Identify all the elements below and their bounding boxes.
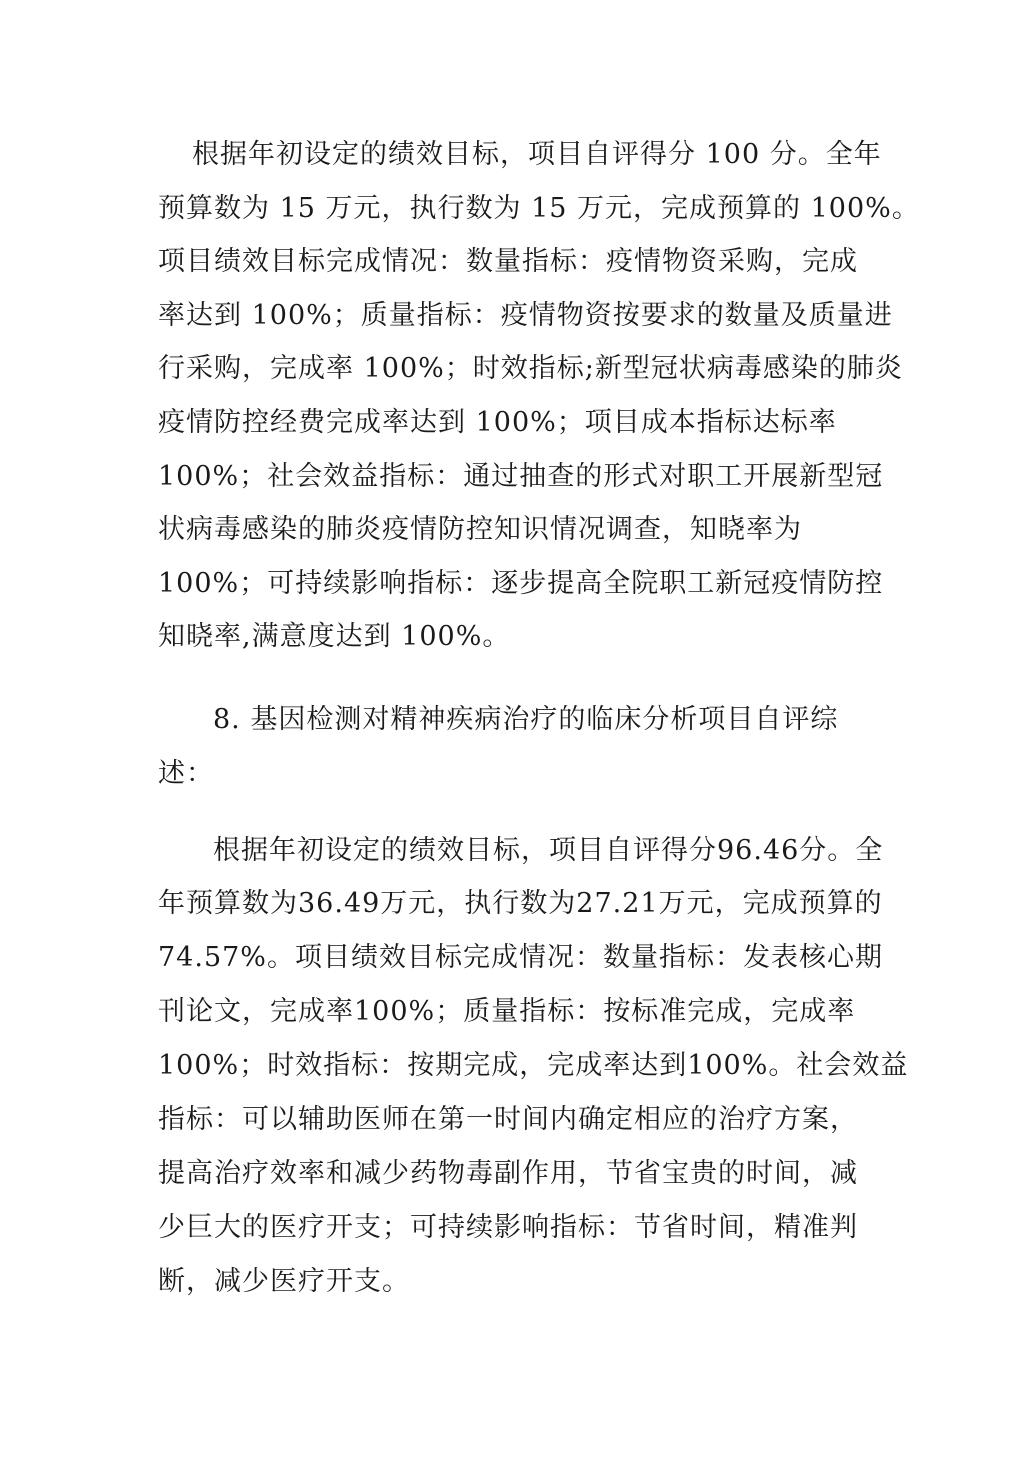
- text-line: 年预算数为36.49万元，执行数为27.21万元，完成预算的: [158, 888, 883, 919]
- text-line: 74.57%。项目绩效目标完成情况：数量指标：发表核心期: [158, 942, 883, 973]
- text-line: 断，减少医疗开支。: [158, 1266, 410, 1297]
- text-line: 疫情防控经费完成率达到 100%；项目成本指标达标率: [158, 407, 837, 438]
- text-line: 少巨大的医疗开支；可持续影响指标：节省时间，精准判: [158, 1212, 858, 1243]
- heading-line: 8. 基因检测对精神疾病治疗的临床分析项目自评综: [213, 704, 839, 735]
- text-line: 100%；社会效益指标：通过抽查的形式对职工开展新型冠: [158, 461, 884, 492]
- text-line: 率达到 100%；质量指标：疫情物资按要求的数量及质量进: [158, 300, 893, 331]
- text-line: 项目绩效目标完成情况：数量指标：疫情物资采购，完成: [158, 246, 858, 277]
- text-line: 指标：可以辅助医师在第一时间内确定相应的治疗方案，: [158, 1104, 858, 1135]
- text-line: 100%；时效指标：按期完成，完成率达到100%。社会效益: [158, 1050, 909, 1081]
- text-line: 行采购，完成率 100%；时效指标;新型冠状病毒感染的肺炎: [158, 353, 903, 384]
- text-line: 提高治疗效率和减少药物毒副作用，节省宝贵的时间，减: [158, 1158, 858, 1189]
- text-line: 100%；可持续影响指标：逐步提高全院职工新冠疫情防控: [158, 568, 884, 599]
- heading-line: 述：: [158, 758, 214, 789]
- text-line: 预算数为 15 万元，执行数为 15 万元，完成预算的 100%。: [158, 193, 920, 224]
- text-line: 知晓率,满意度达到 100%。: [158, 621, 511, 652]
- text-line: 根据年初设定的绩效目标，项目自评得分 100 分。全年: [192, 139, 882, 170]
- text-line: 根据年初设定的绩效目标，项目自评得分96.46分。全: [213, 835, 884, 866]
- text-line: 刊论文，完成率100%；质量指标：按标准完成，完成率: [158, 996, 856, 1027]
- text-line: 状病毒感染的肺炎疫情防控知识情况调查，知晓率为: [158, 514, 802, 545]
